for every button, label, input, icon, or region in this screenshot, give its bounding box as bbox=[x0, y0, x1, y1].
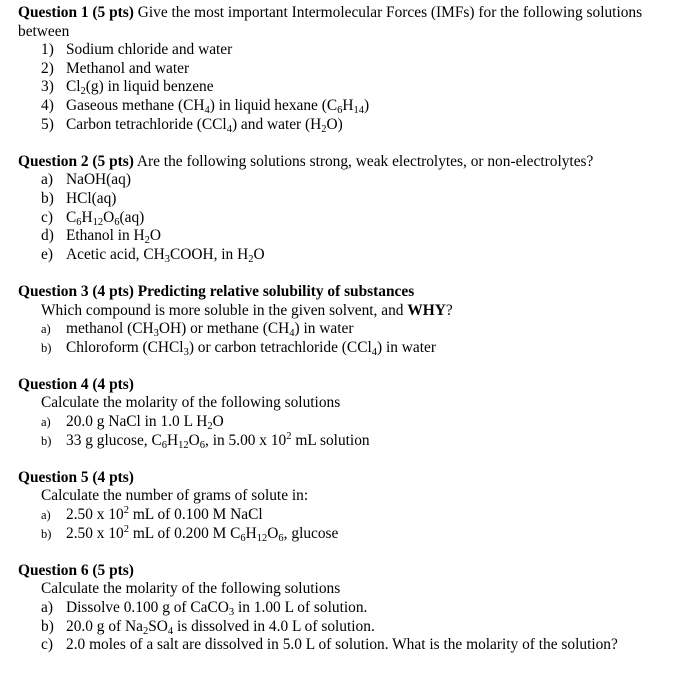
item-marker: a) bbox=[41, 171, 53, 189]
list-item bbox=[18, 432, 694, 451]
item-marker: c) bbox=[41, 208, 53, 226]
item-marker: b) bbox=[41, 340, 52, 355]
item-text: Carbon tetrachloride (CCl$_4$) and water $(H_2O)$ bbox=[66, 115, 343, 135]
item-text: 20.0 g of $Na_2SO_4$ is dissolved in 4.0 L of solution. bbox=[66, 617, 375, 637]
item-text: $Cl_2(g)$ in liquid benzene bbox=[66, 78, 214, 98]
item-text: 2.0 moles of a salt are dissolved in 5.0 L of solution. What is the molarity of the solution? bbox=[66, 636, 618, 654]
item-marker: b) bbox=[41, 617, 54, 635]
question-1 bbox=[18, 4, 694, 134]
question-number: Question 6 (5 pts) bbox=[18, 561, 134, 579]
item-marker: 5) bbox=[41, 115, 54, 133]
question-2-items bbox=[18, 171, 694, 264]
item-text: Ethanol in $H_2O$ bbox=[66, 227, 162, 247]
question-intro: Calculate the number of grams of solute in: bbox=[41, 487, 309, 505]
question-1-items bbox=[18, 41, 694, 134]
item-marker: a) bbox=[41, 508, 51, 523]
list-item bbox=[18, 209, 694, 228]
question-number: Question 2 (5 pts) bbox=[18, 152, 134, 170]
item-marker: a) bbox=[41, 415, 51, 430]
list-item bbox=[18, 116, 694, 135]
question-4 bbox=[18, 376, 694, 450]
question-4-items bbox=[18, 413, 694, 450]
question-number: Question 4 (4 pts) bbox=[18, 375, 134, 393]
question-2 bbox=[18, 153, 694, 265]
list-item bbox=[18, 246, 694, 265]
question-5 bbox=[18, 469, 694, 543]
item-marker: b) bbox=[41, 526, 52, 541]
item-marker: 1) bbox=[41, 41, 54, 59]
item-marker: e) bbox=[41, 245, 53, 263]
list-item bbox=[18, 339, 694, 358]
question-1-header bbox=[18, 4, 694, 41]
item-text: Chloroform (CHCl$_3$) or carbon tetrachloride (CCl$_4$) in water bbox=[66, 338, 436, 358]
question-6-items bbox=[18, 599, 694, 655]
item-text: HCl(aq) bbox=[66, 189, 117, 207]
list-item bbox=[18, 190, 694, 209]
list-item bbox=[18, 599, 694, 618]
question-5-header bbox=[18, 469, 694, 488]
list-item bbox=[18, 227, 694, 246]
question-2-header bbox=[18, 153, 694, 172]
question-number: Question 1 (5 pts) bbox=[18, 4, 134, 21]
list-item bbox=[18, 60, 694, 79]
list-item bbox=[18, 636, 694, 655]
question-intro: Which compound is more soluble in the given solvent, and WHY? bbox=[41, 301, 453, 319]
question-3-items bbox=[18, 320, 694, 357]
item-marker: 4) bbox=[41, 96, 54, 114]
question-number: Question 5 (4 pts) bbox=[18, 468, 134, 486]
item-marker: a) bbox=[41, 322, 51, 337]
list-item bbox=[18, 618, 694, 637]
question-3 bbox=[18, 283, 694, 357]
question-4-header bbox=[18, 376, 694, 395]
item-text: 33 g glucose, $C_6H_{12}O_6$, in 5.00 x $10^2$ mL solution bbox=[66, 430, 370, 451]
question-number: Question 3 (4 pts) bbox=[18, 282, 134, 300]
list-item bbox=[18, 41, 694, 60]
question-prompt: Are the following solutions strong, weak electrolytes, or non-electrolytes? bbox=[136, 152, 594, 170]
list-item bbox=[18, 525, 694, 544]
item-marker: 3) bbox=[41, 78, 54, 96]
question-title: Predicting relative solubility of substances bbox=[137, 282, 415, 300]
item-text: NaOH(aq) bbox=[66, 171, 131, 189]
question-intro: Calculate the molarity of the following solutions bbox=[41, 580, 341, 598]
item-marker: b) bbox=[41, 189, 54, 207]
item-text: 20.0 g NaCl in 1.0 L $H_2O$ bbox=[66, 413, 224, 433]
item-marker: c) bbox=[41, 636, 53, 654]
list-item bbox=[18, 171, 694, 190]
list-item bbox=[18, 320, 694, 339]
list-item bbox=[18, 506, 694, 525]
item-text: $C_6H_{12}O_6(aq)$ bbox=[66, 208, 145, 228]
item-text: 2.50 x $10^2$ mL of 0.100 M NaCl bbox=[66, 505, 263, 524]
list-item bbox=[18, 78, 694, 97]
question-5-items bbox=[18, 506, 694, 543]
list-item bbox=[18, 97, 694, 116]
item-text: methanol $(CH_3OH)$ or methane $(CH_4)$ in water bbox=[66, 320, 354, 340]
item-text: Dissolve 0.100 g of CaCO$_3$ in 1.00 L of solution. bbox=[66, 599, 368, 618]
question-intro: Calculate the molarity of the following solutions bbox=[41, 394, 341, 412]
item-marker: a) bbox=[41, 599, 53, 616]
question-3-header bbox=[18, 283, 694, 302]
item-marker: d) bbox=[41, 227, 54, 245]
item-marker: b) bbox=[41, 433, 52, 448]
item-text: 2.50 x $10^2$ mL of 0.200 M $C_6H_{12}O_6$, glucose bbox=[66, 523, 339, 544]
question-6-header bbox=[18, 562, 694, 581]
item-text: Methanol and water bbox=[66, 59, 190, 77]
item-text: Acetic acid, $CH_3COOH$, in $H_2O$ bbox=[66, 245, 265, 265]
list-item bbox=[18, 413, 694, 432]
question-prompt: Give the most important Intermolecular Forces (IMFs) for the following solutions between bbox=[18, 4, 643, 40]
item-marker: 2) bbox=[41, 59, 54, 77]
item-text: Sodium chloride and water bbox=[66, 41, 233, 59]
question-6 bbox=[18, 562, 694, 655]
item-text: Gaseous methane $(CH_4)$ in liquid hexane $(C_6H_{14})$ bbox=[66, 96, 370, 116]
worksheet bbox=[18, 4, 694, 655]
